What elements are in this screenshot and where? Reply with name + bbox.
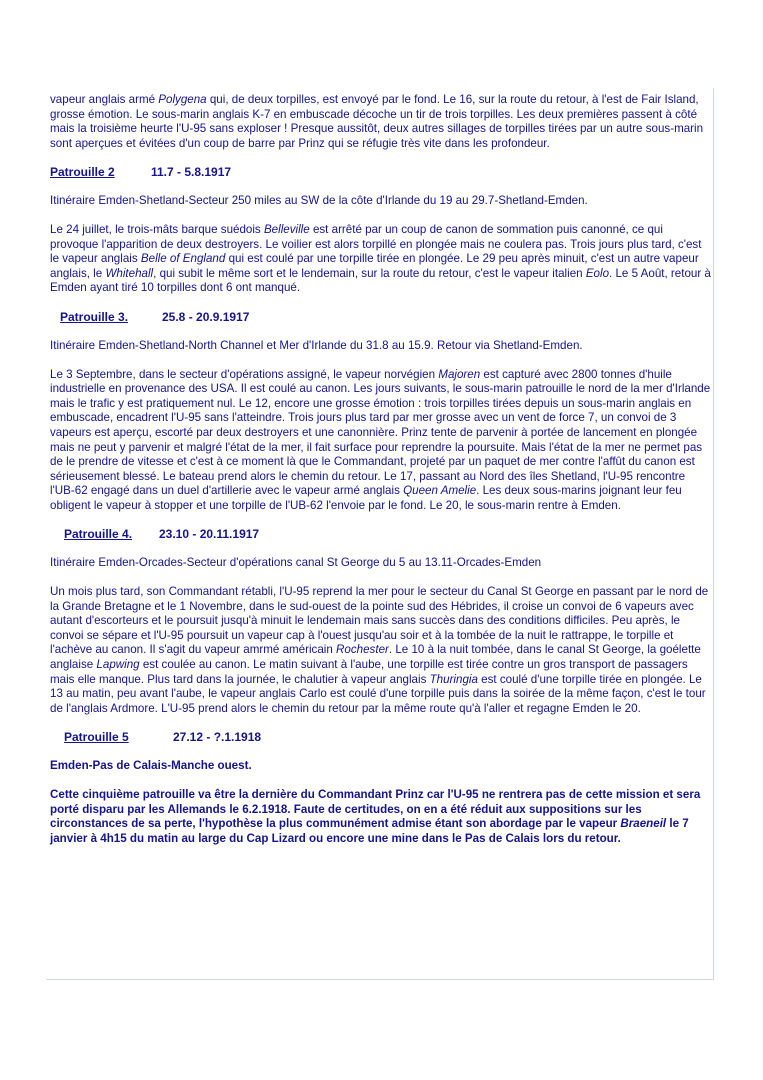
ship-name: Belle of England: [140, 252, 226, 266]
patrol-2-itinerary: Itinéraire Emden-Shetland-Secteur 250 miles au SW de la côte d'Irlande du 19 au 29.7-Shetland-Emden.: [50, 194, 588, 208]
text: qui, de deux torpilles, est envoyé par le fond. Le 16, sur la route du retour, à l'est de Fair Island, grosse émotion. Le sous-marin anglais K-7 en embuscade décoche un tir de trois torpilles. Les deux premières passent à côté mais la troisième heurte l'U-95 sans exploser ! Presque aussitôt, deux autres sillages de torpilles tirées par un autre sous-marin sont aperçues et évitées d'un coup de barre par Prinz qui se réfugie très vite dans les profondeur.: [50, 93, 704, 150]
text: est coulé d'une torpille tirée en plongée. Le 13 au matin, peu avant l'aube, le vapeur anglais Carlo est coulé d'une torpille puis dans la soirée de la même façon, c'est le tour de l'anglais Ardmore. L'U-95 prend alors le chemin du retour par la même route qu'à l'aller et regagne Emden le 20.: [50, 672, 706, 715]
ship-name: Rochester: [336, 643, 389, 657]
patrol-3-paragraph: [50, 368, 712, 514]
patrol-dates: 11.7 - 5.8.1917: [151, 165, 232, 180]
text: le 7 janvier à 4h15 du matin au large du Cap Lizard ou encore une mine dans le Pas de Calais lors du retour.: [50, 817, 689, 845]
document-body: [50, 93, 712, 846]
text: . Le 10 à la nuit tombée, dans le canal St George, la goélette anglaise: [50, 643, 701, 672]
patrol-2-heading: [50, 165, 712, 180]
ship-name: Thuringia: [429, 672, 478, 686]
text: . Le 5 Août, retour à Emden ayant tiré 10 torpilles dont 6 ont manqué.: [50, 266, 711, 295]
text: . Les deux sous-marins joignant leur feu obligent le vapeur à stopper et une torpille de l'UB-62 l'envoie par le fond. Le 20, le sous-marin rentre à Emden.: [50, 484, 682, 512]
patrol-2-paragraph: [50, 223, 712, 296]
patrol-3-heading: [50, 310, 712, 325]
ship-name: Queen Amelie: [403, 484, 477, 498]
patrol-4-paragraph: [50, 585, 712, 716]
ship-name: Belleville: [263, 222, 310, 236]
patrol-5-paragraph: [50, 788, 712, 846]
text: Un mois plus tard, son Commandant rétabli, l'U-95 reprend la mer pour le secteur du Canal St George en passant par le nord de la Grande Bretagne et le 1 Novembre, dans le sud-ouest de la pointe sud des Hébrides, il croise un convoi de 6 vapeurs avec autant d'escorteurs et le poursuit jusqu'à minuit le lendemain mais sans succès dans des conditions difficiles. Peu après, le convoi se sépare et l'U-95 poursuit un vapeur cap à l'ouest jusqu'au soir et à la tombée de la nuit le rattrappe, le torpille et l'achève au canon. Il s'agit du vapeur amrmé américain: [50, 585, 709, 657]
text: , qui subit le même sort et le lendemain, sur la route du retour, c'est le vapeur italien: [153, 266, 586, 280]
ship-name: Majoren: [438, 367, 481, 381]
patrol-dates: 27.12 - ?.1.1918: [173, 730, 262, 745]
text: qui est coulé par une torpille tirée en plongée. Le 29 peu après minuit, c'est un autre vapeur anglais, le: [50, 252, 699, 280]
text: Le 3 Septembre, dans le secteur d'opérations assigné, le vapeur norvégien: [50, 367, 439, 381]
patrol-4-heading: [50, 527, 712, 542]
ship-name: Braeneil: [620, 817, 667, 831]
patrol-label: Patrouille 2: [50, 165, 115, 180]
ship-name: Polygena: [158, 93, 207, 106]
intro-paragraph: [50, 93, 712, 151]
ship-name: Eolo: [585, 266, 610, 280]
patrol-3-itinerary: Itinéraire Emden-Shetland-North Channel et Mer d'Irlande du 31.8 au 15.9. Retour via Shetland-Emden.: [50, 338, 583, 352]
ship-name: Whitehall: [105, 266, 154, 280]
text: est coulée au canon. Le matin suivant à l'aube, une torpille est tirée contre un gros transport de passagers mais elle manque. Plus tard dans la journée, le chalutier à vapeur anglais: [50, 658, 688, 686]
ship-name: Lapwing: [96, 658, 140, 672]
text: est arrêté par un coup de canon de sommation puis canonné, ce qui provoque l'apparition de deux destroyers. Le voilier est alors torpillé en plongée mais ne coulera pas. Trois jours plus tard, c'est le vapeur anglais: [50, 222, 702, 266]
patrol-dates: 23.10 - 20.11.1917: [159, 527, 260, 542]
patrol-label: Patrouille 4.: [64, 527, 133, 542]
text: Le 24 juillet, le trois-mâts barque suédois: [50, 222, 264, 236]
text: est capturé avec 2800 tonnes d'huile industrielle en provenance des USA. Il est coulé au canon. Les jours suivants, le sous-marin patrouille le nord de la mer d'Irlande mais le trafic y est pratiquement nul. Le 12, encore une grosse émotion : trois torpilles tirées depuis un sous-marin anglais en embuscade, encadrent l'U-95 sans l'atteindre. Trois jours plus tard par mer grosse avec un vent de force 7, un convoi de 3 vapeurs est aperçu, escorté par deux destroyers et une canonnière. Prinz tente de parvenir à portée de lancement en plongée mais ne peut y parvenir et malgré l'état de la mer, il fait surface pour reprendre la poursuite. Mais l'état de la mer ne permet pas de le prendre de vitesse et c'est à ce moment là que le Commandant, projeté par un paquet de mer contre l'affût du canon est sérieusement blessé. Le bateau prend alors le chemin du retour. Le 17, passant au Nord des îles Shetland, l'U-95 rencontre l'UB-62 engagé dans un duel d'artillerie avec le vapeur armé anglais: [50, 367, 711, 498]
patrol-5-heading: [50, 730, 712, 745]
patrol-4-itinerary: Itinéraire Emden-Orcades-Secteur d'opérations canal St George du 5 au 13.11-Orcades-Emden: [50, 556, 542, 570]
patrol-label: Patrouille 5: [64, 730, 129, 745]
text: Cette cinquième patrouille va être la dernière du Commandant Prinz car l'U-95 ne rentrera pas de cette mission et sera porté disparu par les Allemands le 6.2.1918. Faute de certitudes, on en a été réduit aux suppositions sur les circonstances de sa perte, l'hypothèse la plus communément admise étant son abordage par le vapeur: [50, 788, 701, 831]
text: vapeur anglais armé: [50, 93, 159, 106]
patrol-label: Patrouille 3.: [60, 309, 129, 324]
patrol-5-itinerary: Emden-Pas de Calais-Manche ouest.: [50, 759, 252, 773]
patrol-dates: 25.8 - 20.9.1917: [162, 309, 250, 324]
